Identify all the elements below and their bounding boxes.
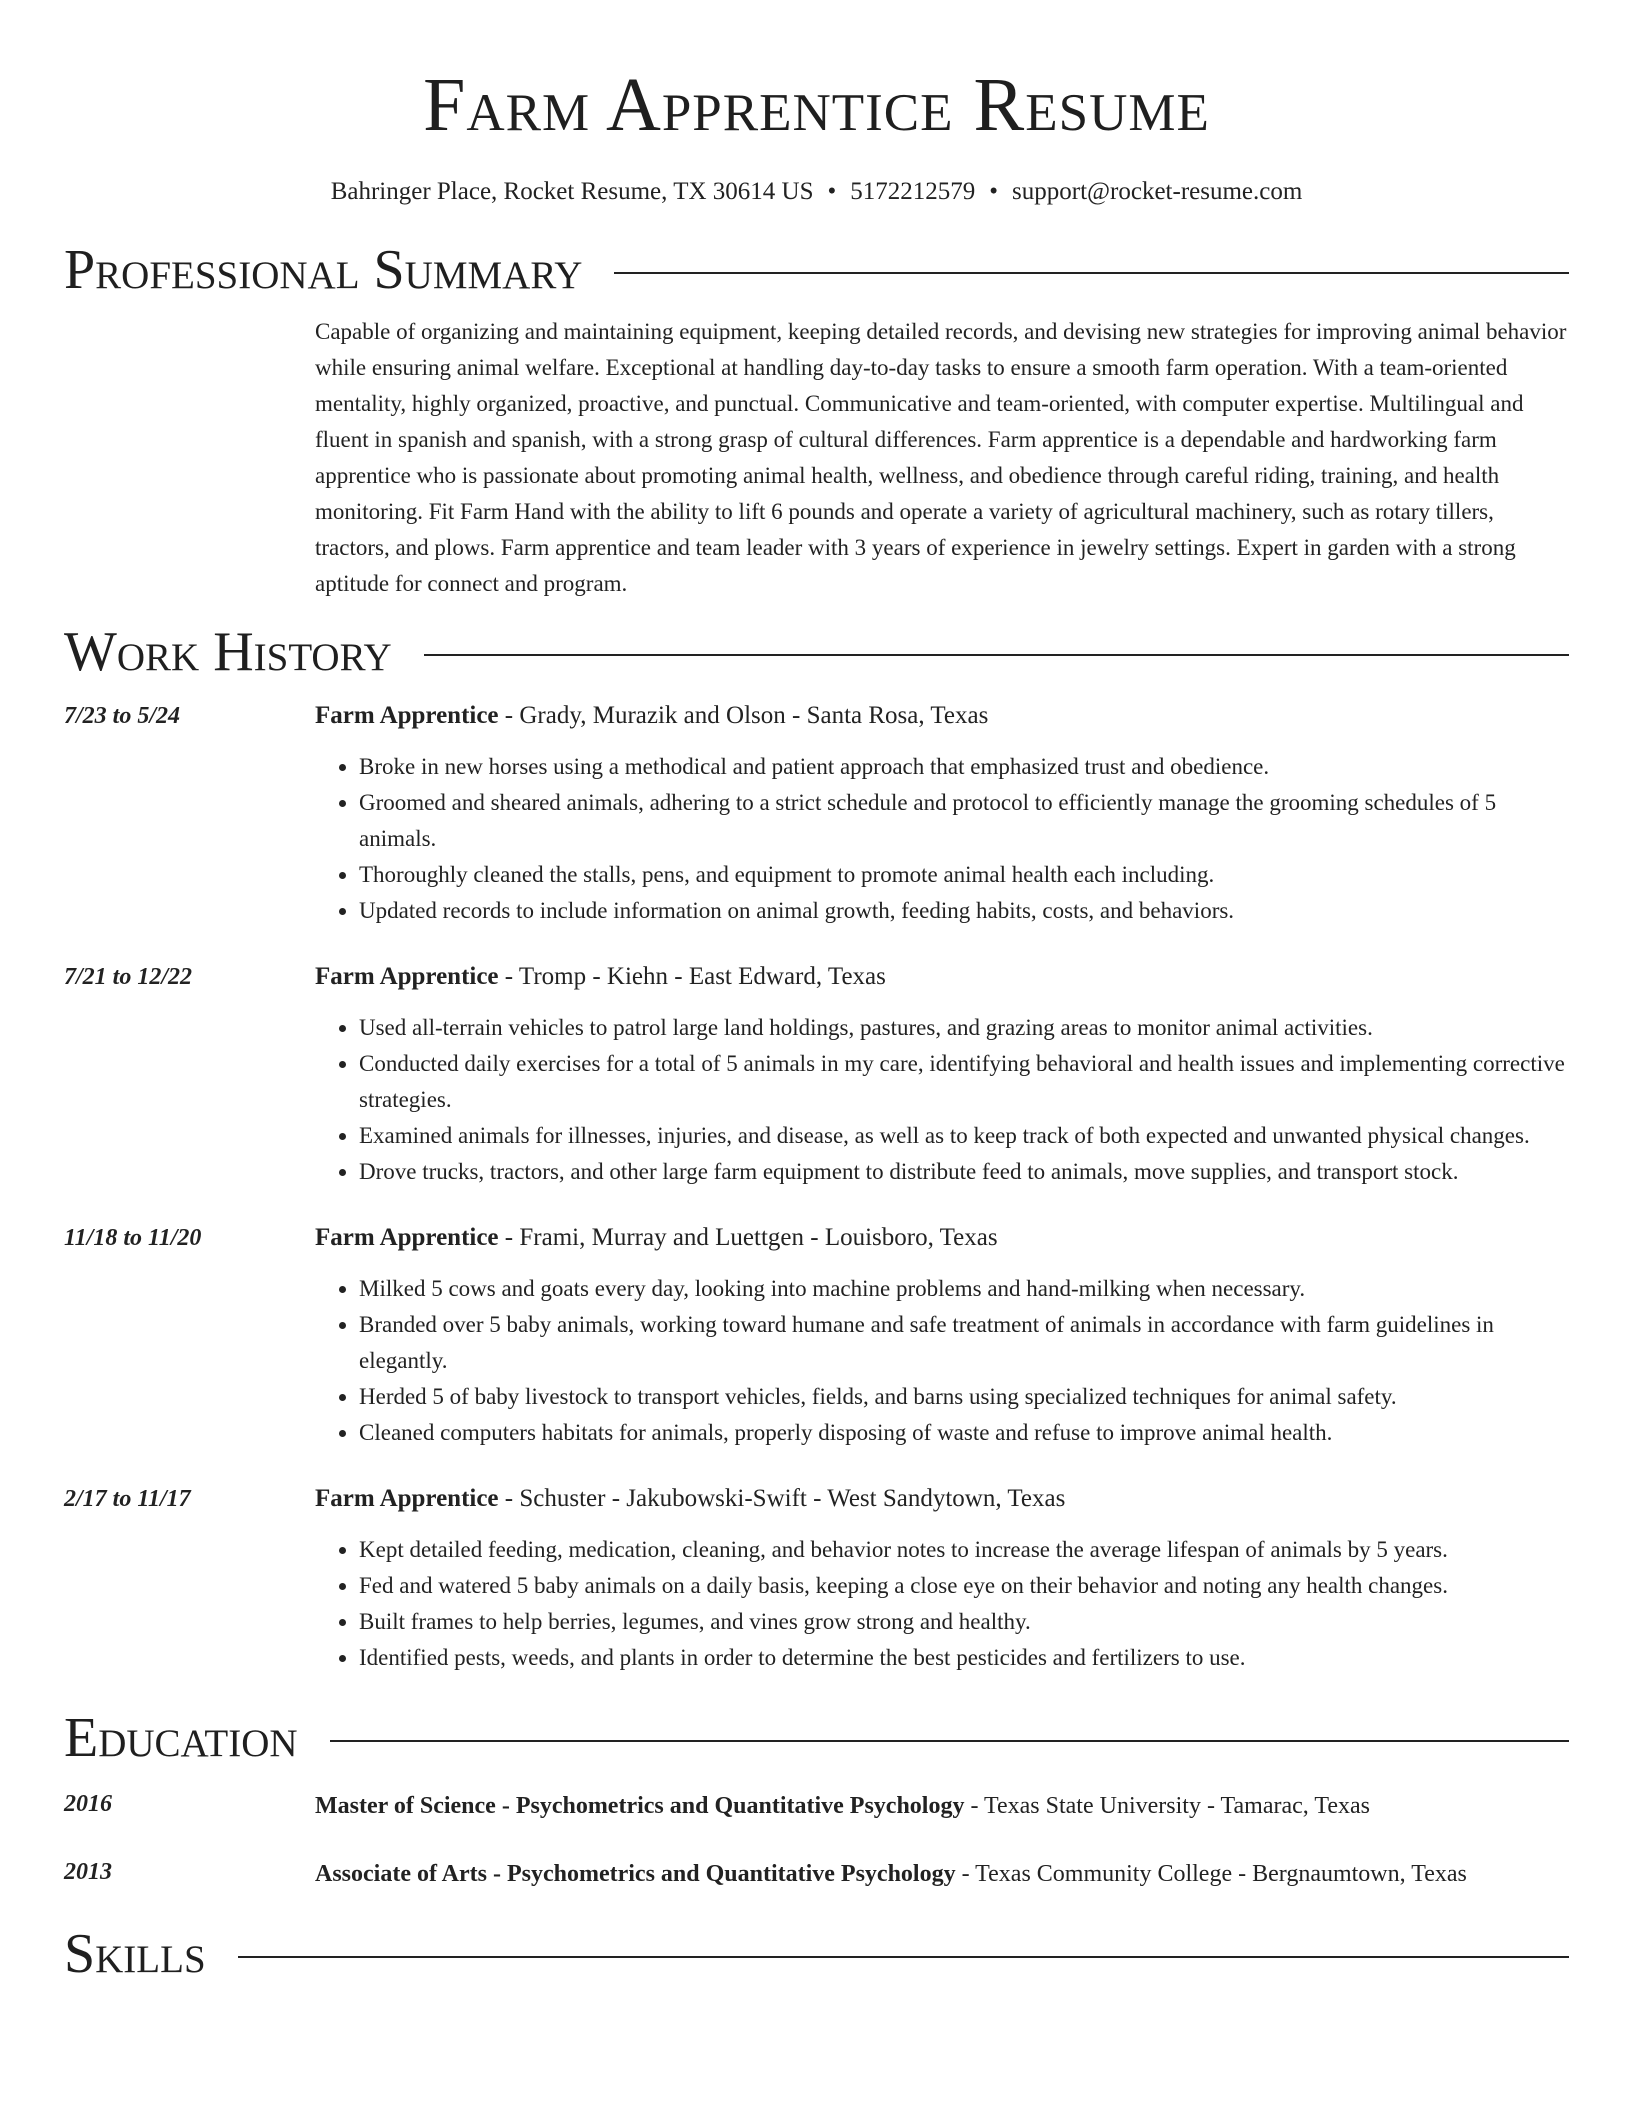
education-degree: Master of Science - Psychometrics and Quantitative Psychology bbox=[315, 1793, 965, 1819]
work-heading bbox=[315, 698, 1569, 734]
section-divider bbox=[238, 1956, 1569, 1958]
job-bullet: • Built frames to help berries, legumes, and vines grow strong and healthy. bbox=[359, 1604, 1569, 1640]
work-dates: 7/23 to 5/24 bbox=[64, 703, 181, 729]
contact-email: support@rocket-resume.com bbox=[1012, 178, 1303, 205]
work-entry-body bbox=[315, 1220, 1569, 1451]
job-bullet: • Groomed and sheared animals, adhering to a strict schedule and protocol to efficiently manage the grooming schedules of 5 animals. bbox=[359, 785, 1569, 857]
job-bullet: • Conducted daily exercises for a total of 5 animals in my care, identifying behavioral and health issues and implementing corrective strategies. bbox=[359, 1046, 1569, 1118]
job-bullet: • Identified pests, weeds, and plants in order to determine the best pesticides and fertilizers to use. bbox=[359, 1640, 1569, 1676]
work-heading bbox=[315, 1481, 1569, 1517]
job-bullets bbox=[315, 1010, 1569, 1190]
education-heading bbox=[315, 1786, 1569, 1826]
job-employer: - Schuster - Jakubowski-Swift - West Sandytown, Texas bbox=[498, 1485, 1066, 1512]
job-bullet: • Herded 5 of baby livestock to transport vehicles, fields, and barns using specialized techniques for animal safety. bbox=[359, 1379, 1569, 1415]
job-title: Farm Apprentice bbox=[315, 702, 499, 729]
job-bullet: • Broke in new horses using a methodical and patient approach that emphasized trust and obedience. bbox=[359, 749, 1569, 785]
job-bullet: • Fed and watered 5 baby animals on a daily basis, keeping a close eye on their behavior and noting any health changes. bbox=[359, 1568, 1569, 1604]
work-dates: 7/21 to 12/22 bbox=[64, 964, 193, 990]
section-divider bbox=[424, 654, 1569, 656]
job-employer: - Frami, Murray and Luettgen - Louisboro, Texas bbox=[498, 1224, 998, 1251]
education-section-title: Education bbox=[64, 1707, 298, 1769]
job-bullet: • Kept detailed feeding, medication, cleaning, and behavior notes to increase the average lifespan of animals by 5 years. bbox=[359, 1532, 1569, 1568]
work-entry-body bbox=[315, 1481, 1569, 1676]
work-entry bbox=[64, 1481, 1569, 1676]
work-entry bbox=[64, 1220, 1569, 1451]
job-title: Farm Apprentice bbox=[315, 963, 499, 990]
job-employer: - Grady, Murazik and Olson - Santa Rosa, Texas bbox=[498, 702, 989, 729]
work-section-header bbox=[64, 620, 1569, 684]
work-heading bbox=[315, 959, 1569, 995]
job-bullet: • Used all-terrain vehicles to patrol large land holdings, pastures, and grazing areas to monitor animal activities. bbox=[359, 1010, 1569, 1046]
job-bullets bbox=[315, 749, 1569, 929]
work-dates: 2/17 to 11/17 bbox=[64, 1486, 191, 1512]
education-school: - Texas State University - Tamarac, Texas bbox=[964, 1793, 1370, 1819]
job-title: Farm Apprentice bbox=[315, 1485, 499, 1512]
education-list bbox=[64, 1786, 1569, 1894]
education-year: 2013 bbox=[64, 1859, 112, 1885]
contact-phone: 5172212579 bbox=[850, 178, 976, 205]
education-entry bbox=[64, 1786, 1569, 1826]
job-bullet: • Examined animals for illnesses, injuries, and disease, as well as to keep track of both expected and unwanted physical changes. bbox=[359, 1118, 1569, 1154]
education-degree: Associate of Arts - Psychometrics and Quantitative Psychology bbox=[315, 1861, 956, 1887]
summary-section-title: Professional Summary bbox=[64, 239, 583, 301]
work-section-title: Work History bbox=[64, 621, 392, 683]
summary-text: Capable of organizing and maintaining equipment, keeping detailed records, and devising new strategies for improving animal behavior while ensuring animal welfare. Exceptional at handling day-to-day tasks to ensure a smooth farm operation. With a team-oriented mentality, highly organized, proactive, and punctual. Communicative and team-oriented, with computer expertise. Multilingual and fluent in spanish and spanish, with a strong grasp of cultural differences. Farm apprentice is a dependable and hardworking farm apprentice who is passionate about promoting animal health, wellness, and obedience through careful riding, training, and health monitoring. Fit Farm Hand with the ability to lift 6 pounds and operate a variety of agricultural machinery, such as rotary tillers, tractors, and plows. Farm apprentice and team leader with 3 years of experience in jewelry settings. Expert in garden with a strong aptitude for connect and program. bbox=[315, 319, 1567, 596]
work-history-list bbox=[64, 698, 1569, 1676]
job-bullet: • Thoroughly cleaned the stalls, pens, and equipment to promote animal health each including. bbox=[359, 857, 1569, 893]
education-entry bbox=[64, 1854, 1569, 1894]
job-bullet: • Branded over 5 baby animals, working toward humane and safe treatment of animals in accordance with farm guidelines in elegantly. bbox=[359, 1307, 1569, 1379]
resume-title: Farm Apprentice Resume bbox=[423, 63, 1210, 147]
section-divider bbox=[330, 1740, 1569, 1742]
contact-separator: • bbox=[827, 178, 837, 205]
job-bullets bbox=[315, 1532, 1569, 1676]
summary-section-header bbox=[64, 238, 1569, 302]
work-heading bbox=[315, 1220, 1569, 1256]
skills-section-title: Skills bbox=[64, 1923, 206, 1985]
job-bullets bbox=[315, 1271, 1569, 1451]
contact-separator: • bbox=[989, 178, 999, 205]
job-bullet: • Milked 5 cows and goats every day, looking into machine problems and hand-milking when necessary. bbox=[359, 1271, 1569, 1307]
work-dates: 11/18 to 11/20 bbox=[64, 1225, 202, 1251]
contact-address: Bahringer Place, Rocket Resume, TX 30614 US bbox=[330, 178, 814, 205]
contact-line bbox=[64, 176, 1569, 208]
work-entry bbox=[64, 959, 1569, 1190]
education-school: - Texas Community College - Bergnaumtown, Texas bbox=[955, 1861, 1467, 1887]
skills-section-header bbox=[64, 1922, 1569, 1986]
education-year: 2016 bbox=[64, 1791, 112, 1817]
work-entry bbox=[64, 698, 1569, 929]
work-entry-body bbox=[315, 698, 1569, 929]
job-title: Farm Apprentice bbox=[315, 1224, 499, 1251]
education-section-header bbox=[64, 1706, 1569, 1770]
job-bullet: • Drove trucks, tractors, and other large farm equipment to distribute feed to animals, move supplies, and transport stock. bbox=[359, 1154, 1569, 1190]
resume-page bbox=[64, 0, 1569, 1986]
job-bullet: • Cleaned computers habitats for animals, properly disposing of waste and refuse to improve animal health. bbox=[359, 1415, 1569, 1451]
job-bullet: • Updated records to include information on animal growth, feeding habits, costs, and behaviors. bbox=[359, 893, 1569, 929]
job-employer: - Tromp - Kiehn - East Edward, Texas bbox=[498, 963, 886, 990]
section-divider bbox=[614, 272, 1569, 274]
education-heading bbox=[315, 1854, 1569, 1894]
work-entry-body bbox=[315, 959, 1569, 1190]
